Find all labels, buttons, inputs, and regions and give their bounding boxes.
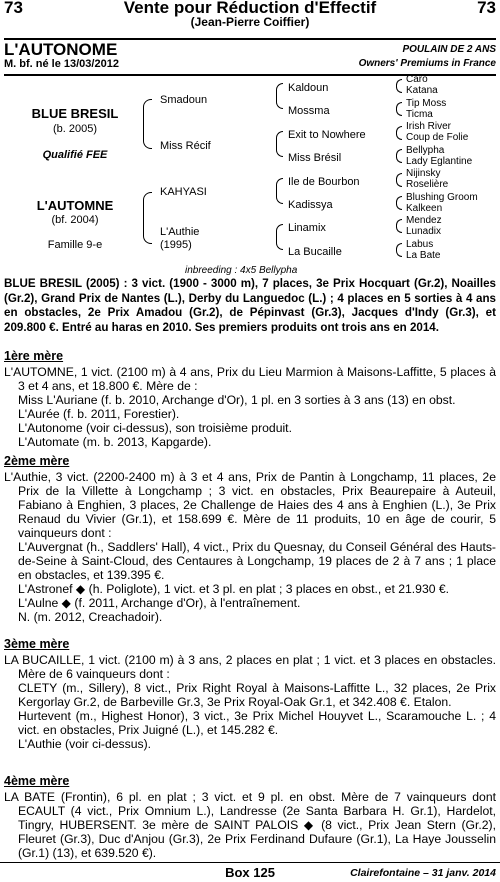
gen3-ancestor: Ile de Bourbon: [288, 176, 360, 188]
sale-subtitle: (Jean-Pierre Coiffier): [190, 15, 310, 29]
gen4-ancestor: Caro: [406, 74, 428, 85]
dam-dam-year: (1995): [160, 239, 192, 251]
gen4-ancestor: Irish River: [406, 121, 452, 132]
gen4-ancestor: Ticma: [406, 109, 433, 120]
second-dam-record: L'Authie, 3 vict. (2200-2400 m) à 3 et 4 ans, Prix de Pantin à Longchamp, 11 places, 2e Prix de la Villette à Longchamp ; 3 vict. en obstacles, Prix Beaurepaire à Auteuil, Fabiano à Enghien, 3 places, 2e Challenge de Haies des 4 ans à Enghien (L.), 3e Prix Renaud du Vivier (Gr.1), et 158.699 €. Mère de 11 produits, 10 en âge de courir, 5 vainqueurs dont :: [4, 470, 496, 540]
gen3-ancestor: Kaldoun: [288, 82, 329, 94]
gen3-ancestor: Kadissya: [288, 199, 333, 211]
sire-name: BLUE BRESIL: [31, 106, 119, 121]
pedigree-bracket: [396, 149, 402, 163]
pedigree-bracket: [276, 224, 283, 250]
pedigree-bracket: [396, 79, 402, 93]
horse-identity-bar: [4, 38, 496, 76]
pedigree-bracket: [143, 99, 152, 149]
third-dam-record: LA BUCAILLE, 1 vict. (2100 m) à 3 ans, 2 places en plat ; 1 vict. et 3 places en obstacles. Mère de 6 vainqueurs dont :: [4, 653, 496, 681]
sale-place-date: Clairefontaine – 31 janv. 2014: [350, 867, 496, 879]
gen4-ancestor: Roselière: [406, 179, 449, 190]
dam-dam: L'Authie: [160, 226, 200, 238]
page-footer: [0, 862, 500, 882]
fourth-dam-record: LA BATE (Frontin), 6 pl. en plat ; 3 vict. et 9 pl. en obst. Mère de 7 vainqueurs dont ECAULT (4 vict., Prix Omnium L.), Landresse (2e Santa Barbara H. Gr.1), Hardelot, Tingry, HUBERSENT. 3e mère de SAINT PALOIS ◆ (8 vict., Prix Jean Stern (Gr.2), Fleuret (Gr.3), Duc d'Anjou (Gr.3), 2e Prix Ferdinand Dufaure (Gr.1), La Haye Jousselin (Gr.1) (13), et 639.520 €).: [4, 790, 496, 860]
offspring-line: L'Astronef ◆ (h. Poliglote), 1 vict. et 3 pl. en plat ; 3 places en obst., et 21.930 €.: [18, 582, 450, 596]
offspring-line: L'Aulne ◆ (f. 2011, Archange d'Or), à l'entraînement.: [18, 596, 301, 610]
gen4-ancestor: Labus: [406, 239, 434, 250]
dam-name: L'AUTOMNE: [36, 198, 114, 213]
horse-sex-age: POULAIN DE 2 ANS: [402, 44, 496, 55]
pedigree-bracket: [276, 178, 283, 204]
pedigree-bracket: [396, 102, 402, 116]
gen4-ancestor: Tip Moss: [406, 98, 447, 109]
sire-year: (b. 2005): [52, 123, 98, 135]
gen3-ancestor: Miss Brésil: [288, 152, 342, 164]
offspring-line: Hurtevent (m., Highest Honor), 3 vict., 3e Prix Michel Houyvet L., Scaramouche L. ; 4 vict. en obstacles, Prix Juigné (L.), et 145.282 €.: [18, 709, 496, 737]
gen3-ancestor: Mossma: [288, 105, 330, 117]
offspring-line: L'Autonome (voir ci-dessus), son troisième produit.: [18, 421, 292, 435]
gen4-ancestor: Bellypha: [406, 145, 445, 156]
gen3-ancestor: La Bucaille: [288, 246, 342, 258]
pedigree-bracket: [396, 243, 402, 257]
horse-birth: M. bf. né le 13/03/2012: [4, 58, 119, 70]
gen4-ancestor: Lunadix: [406, 226, 442, 237]
lot-number-left: 73: [4, 0, 23, 17]
third-dam-heading: 3ème mère: [4, 637, 70, 651]
gen4-ancestor: Nijinsky: [406, 168, 441, 179]
sire-record: BLUE BRESIL (2005) : 3 vict. (1900 - 3000 m), 7 places, 3e Prix Hocquart (Gr.2), Noailles (Gr.2), Grand Prix de Nantes (L.), Derby du Languedoc (L.) ; 4 places en 5 sorties à 4 ans en obstacles, 2e Prix Amadou (Gr.2), de Pépinvast (Gr.3), Jacques d'Indy (Gr.3), et 209.800 €. Entré au haras en 2010. Ses premiers produits ont trois ans en 2014.: [4, 277, 496, 334]
fourth-dam-section: [4, 790, 496, 860]
gen3-ancestor: Linamix: [288, 222, 326, 234]
gen4-ancestor: Kalkeen: [406, 203, 443, 214]
second-dam-section: [4, 470, 496, 624]
first-dam-heading: 1ère mère: [4, 349, 64, 363]
offspring-line: Miss L'Auriane (f. b. 2010, Archange d'Or), 1 pl. en 3 sorties à 3 ans (13) en obst.: [18, 393, 456, 407]
gen4-ancestor: La Bate: [406, 250, 441, 261]
pedigree-bracket: [276, 131, 283, 157]
pedigree-table: [0, 74, 500, 274]
dam-family: Famille 9-e: [47, 239, 103, 251]
offspring-line: L'Aurée (f. b. 2011, Forestier).: [18, 407, 180, 421]
offspring-line: L'Automate (m. b. 2013, Kapgarde).: [18, 435, 212, 449]
lot-number-right: 73: [477, 0, 496, 17]
pedigree-bracket: [276, 83, 283, 109]
sire-sire: Smadoun: [160, 94, 208, 106]
sire-dam: Miss Récif: [160, 140, 211, 152]
third-dam-section: [4, 653, 496, 751]
gen4-ancestor: Katana: [406, 85, 438, 96]
dam-sire: KAHYASI: [160, 186, 207, 198]
pedigree-bracket: [143, 192, 152, 244]
gen4-ancestor: Lady Eglantine: [406, 156, 473, 167]
sire-qualification: Qualifié FEE: [42, 149, 108, 161]
page-header: [0, 0, 500, 36]
pedigree-bracket: [396, 219, 402, 233]
first-dam-record: L'AUTOMNE, 1 vict. (2100 m) à 4 ans, Prix du Lieu Marmion à Maisons-Laffitte, 5 places à 3 et 4 ans, et 18.800 €. Mère de :: [4, 365, 496, 393]
pedigree-bracket: [396, 126, 402, 140]
second-dam-heading: 2ème mère: [4, 454, 70, 468]
horse-name: L'AUTONOME: [4, 40, 118, 59]
pedigree-bracket: [396, 173, 402, 187]
gen4-ancestor: Coup de Folie: [406, 132, 469, 143]
inbreeding-note: inbreeding : 4x5 Bellypha: [185, 265, 298, 276]
first-dam-section: [4, 365, 496, 449]
box-number: Box 125: [225, 865, 275, 880]
sale-title: Vente pour Réduction d'Effectif: [123, 0, 377, 17]
offspring-line: CLETY (m., Sillery), 8 vict., Prix Right Royal à Maisons-Laffitte L., 32 places, 2e Prix Kergorlay Gr.2, de Barbeville Gr.3, 3e Prix Royal-Oak Gr.1, et 342.408 €. Etalon.: [18, 681, 496, 709]
fourth-dam-heading: 4ème mère: [4, 774, 70, 788]
pedigree-bracket: [396, 196, 402, 210]
gen4-ancestor: Blushing Groom: [406, 192, 478, 203]
gen4-ancestor: Mendez: [406, 215, 442, 226]
offspring-line: L'Authie (voir ci-dessus).: [18, 737, 152, 751]
offspring-line: N. (m. 2012, Creachadoir).: [18, 610, 163, 624]
dam-year: (bf. 2004): [51, 214, 99, 226]
offspring-line: L'Auvergnat (h., Saddlers' Hall), 4 vict., Prix du Quesnay, du Conseil Général des Hauts-de-Seine à Saint-Cloud, des Centaures à Longchamp, 19 places de 2 à 7 ans ; 1 place en obstacles, et 139.395 €.: [18, 540, 496, 582]
gen3-ancestor: Exit to Nowhere: [288, 129, 366, 141]
owner-premiums-note: Owners' Premiums in France: [358, 58, 496, 69]
